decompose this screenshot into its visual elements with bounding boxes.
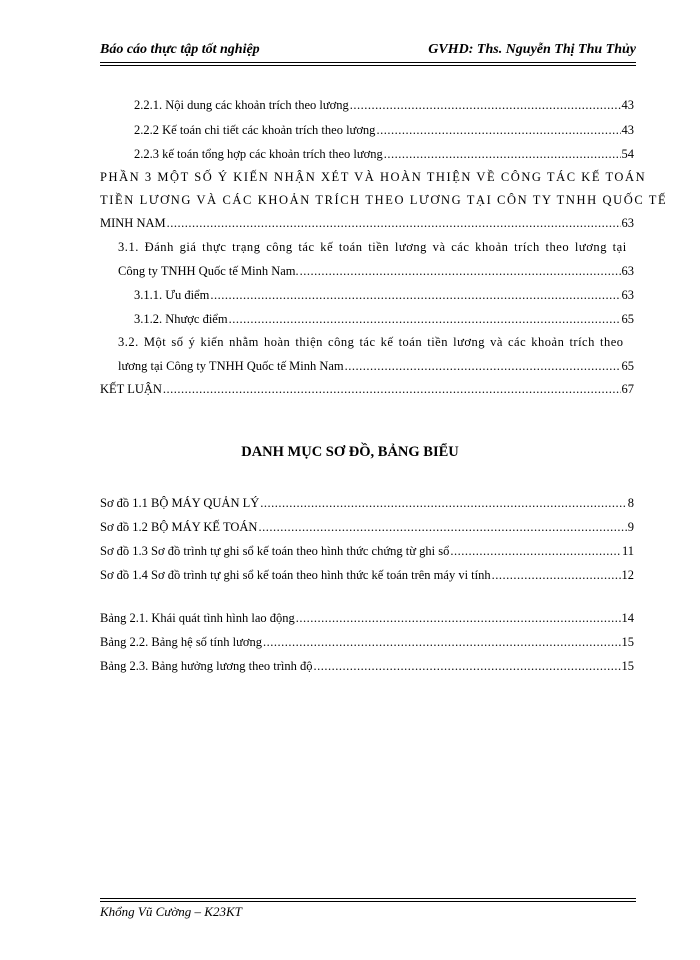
toc-entry-page: 63 bbox=[621, 216, 634, 230]
list-of-figures-title: DANH MỤC SƠ ĐỒ, BẢNG BIỂU bbox=[241, 444, 459, 460]
table-entry-text: Bảng 2.3. Bảng hưởng lương theo trình độ bbox=[100, 659, 313, 673]
table-entry-page: 15 bbox=[621, 635, 634, 649]
toc-entry-page: 65 bbox=[621, 312, 634, 326]
toc-entry[interactable] bbox=[134, 312, 634, 327]
toc-entry-page: 67 bbox=[621, 382, 634, 396]
page-header bbox=[100, 42, 636, 62]
toc-entry[interactable] bbox=[118, 264, 634, 279]
dot-leader bbox=[210, 288, 620, 303]
dot-leader bbox=[296, 611, 621, 626]
toc-entry[interactable] bbox=[100, 382, 634, 397]
toc-entry-text: 2.2.1. Nội dung các khoản trích theo lương bbox=[134, 98, 349, 112]
toc-entry[interactable] bbox=[118, 359, 634, 374]
toc-entry-text: 2.2.3 kế toán tổng hợp các khoản trích theo lương bbox=[134, 147, 383, 161]
toc-entry-page: 63 bbox=[621, 288, 634, 302]
dot-leader bbox=[350, 98, 621, 113]
dot-leader bbox=[345, 359, 621, 374]
toc-entry-page: 54 bbox=[621, 147, 634, 161]
diagram-entry[interactable] bbox=[100, 520, 634, 535]
dot-leader bbox=[167, 216, 621, 231]
toc-entry-page: 65 bbox=[621, 359, 634, 373]
toc-entry-text: lương tại Công ty TNHH Quốc tế Minh Nam bbox=[118, 359, 344, 373]
table-entry-text: Bảng 2.2. Bảng hệ số tính lương bbox=[100, 635, 262, 649]
toc-entry[interactable] bbox=[134, 98, 634, 113]
dot-leader bbox=[263, 635, 621, 650]
diagram-entry-page: 11 bbox=[621, 544, 634, 558]
dot-leader bbox=[300, 264, 621, 279]
toc-entry[interactable] bbox=[134, 123, 634, 138]
dot-leader bbox=[258, 520, 626, 535]
toc-entry-line: 3.2. Một số ý kiến nhằm hoàn thiện công tác kế toán tiền lương và các khoản trích theo bbox=[118, 335, 624, 349]
toc-part-heading-line: PHẦN 3 MỘT SỐ Ý KIẾN NHẬN XÉT VÀ HOÀN THIỆN VỀ CÔNG TÁC KẾ TOÁN bbox=[100, 170, 647, 184]
toc-entry-text: 3.1.1. Ưu điểm bbox=[134, 288, 210, 302]
toc-entry-line: 3.1. Đánh giá thực trạng công tác kế toán tiền lương và các khoản trích theo lương tại bbox=[118, 240, 627, 254]
diagram-entry-page: 9 bbox=[627, 520, 634, 534]
diagram-entry-text: Sơ đồ 1.1 BỘ MÁY QUẢN LÝ bbox=[100, 496, 260, 510]
toc-entry-text: MINH NAM bbox=[100, 216, 166, 230]
diagram-entry-text: Sơ đồ 1.4 Sơ đồ trình tự ghi sổ kế toán theo hình thức kế toán trên máy vi tính bbox=[100, 568, 491, 582]
table-entry[interactable] bbox=[100, 659, 634, 674]
table-entry-page: 15 bbox=[621, 659, 634, 673]
table-entry[interactable] bbox=[100, 611, 634, 626]
header-supervisor: GVHD: Ths. Nguyễn Thị Thu Thủy bbox=[428, 42, 636, 57]
table-entry[interactable] bbox=[100, 635, 634, 650]
dot-leader bbox=[492, 568, 621, 583]
toc-entry[interactable] bbox=[134, 288, 634, 303]
toc-part-heading-line: TIỀN LƯƠNG VÀ CÁC KHOẢN TRÍCH THEO LƯƠNG TẠI CÔN TY TNHH QUỐC TẾ bbox=[100, 193, 668, 207]
toc-entry-text: 3.1.2. Nhược điểm bbox=[134, 312, 228, 326]
toc-entry[interactable] bbox=[134, 147, 634, 162]
footer-rule bbox=[100, 898, 636, 902]
toc-entry-page: 63 bbox=[621, 264, 634, 278]
toc-entry-page: 43 bbox=[621, 123, 634, 137]
dot-leader bbox=[260, 496, 626, 511]
dot-leader bbox=[314, 659, 621, 674]
dot-leader bbox=[163, 382, 621, 397]
toc-entry-text: KẾT LUẬN bbox=[100, 382, 162, 396]
diagram-entry[interactable] bbox=[100, 496, 634, 511]
diagram-entry-text: Sơ đồ 1.2 BỘ MÁY KẾ TOÁN bbox=[100, 520, 258, 534]
diagram-entry-text: Sơ đồ 1.3 Sơ đồ trình tự ghi sổ kế toán theo hình thức chứng từ ghi sổ bbox=[100, 544, 450, 558]
dot-leader bbox=[384, 147, 621, 162]
header-report-title: Báo cáo thực tập tốt nghiệp bbox=[100, 42, 260, 57]
page-footer: Khổng Vũ Cường – K23KT bbox=[100, 904, 242, 919]
diagram-entry[interactable] bbox=[100, 568, 634, 583]
table-entry-text: Bảng 2.1. Khái quát tình hình lao động bbox=[100, 611, 295, 625]
diagram-entry-page: 8 bbox=[627, 496, 634, 510]
table-entry-page: 14 bbox=[621, 611, 634, 625]
dot-leader bbox=[376, 123, 620, 138]
dot-leader bbox=[450, 544, 621, 559]
diagram-entry-page: 12 bbox=[621, 568, 634, 582]
dot-leader bbox=[229, 312, 621, 327]
toc-entry[interactable] bbox=[100, 216, 634, 231]
header-rule bbox=[100, 62, 636, 66]
toc-entry-page: 43 bbox=[621, 98, 634, 112]
diagram-entry[interactable] bbox=[100, 544, 634, 559]
toc-entry-text: 2.2.2 Kế toán chi tiết các khoản trích theo lương bbox=[134, 123, 376, 137]
toc-entry-text: Công ty TNHH Quốc tế Minh Nam. bbox=[118, 264, 299, 278]
